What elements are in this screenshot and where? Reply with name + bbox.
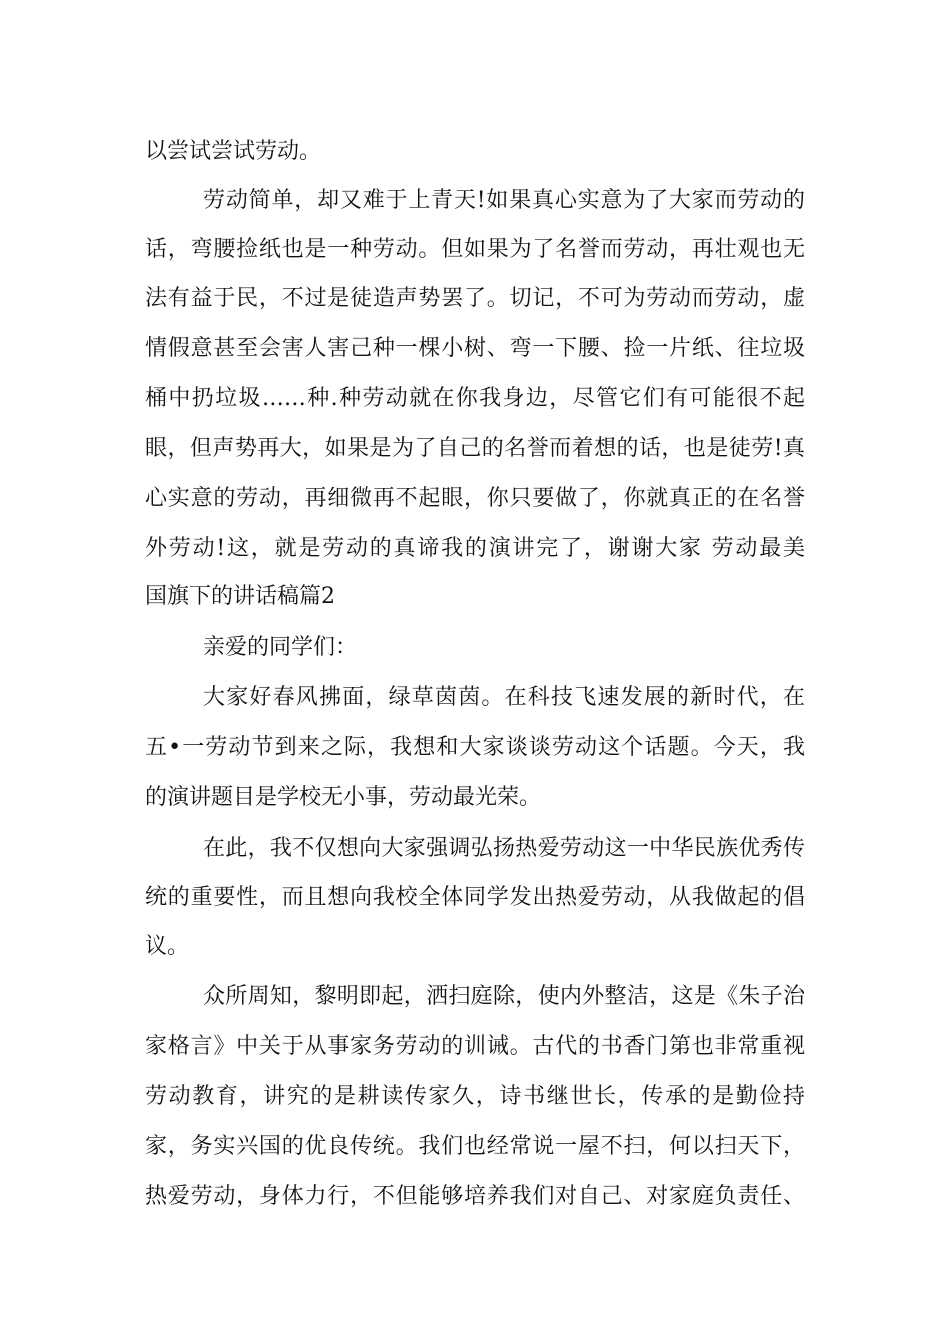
- text-line: 法有益于民，不过是徒造声势罢了。切记，不可为劳动而劳动，虚: [145, 286, 805, 311]
- text-line: 家格言》中关于从事家务劳动的训诫。古代的书香门第也非常重视: [145, 1034, 805, 1059]
- text-line: 劳动简单，却又难于上青天!如果真心实意为了大家而劳动的: [203, 188, 805, 213]
- text-line: 国旗下的讲话稿篇2: [145, 584, 335, 609]
- text-line: 议。: [145, 934, 190, 959]
- text-line: 桶中扔垃圾……种.种劳动就在你我身边，尽管它们有可能很不起: [145, 386, 805, 411]
- text-line: 亲爱的同学们：: [203, 635, 358, 660]
- text-line: 五•一劳动节到来之际，我想和大家谈谈劳动这个话题。今天，我: [145, 735, 805, 760]
- text-line: 心实意的劳动，再细微再不起眼，你只要做了，你就真正的在名誉: [145, 486, 805, 511]
- text-line: 家，务实兴国的优良传统。我们也经常说一屋不扫，何以扫天下，: [145, 1134, 805, 1159]
- text-line: 热爱劳动，身体力行，不但能够培养我们对自己、对家庭负责任、: [145, 1184, 805, 1209]
- text-line: 的演讲题目是学校无小事，劳动最光荣。: [145, 785, 542, 810]
- text-line: 话，弯腰捡纸也是一种劳动。但如果为了名誉而劳动，再壮观也无: [145, 237, 805, 262]
- text-line: 在此，我不仅想向大家强调弘扬热爱劳动这一中华民族优秀传: [203, 836, 805, 861]
- text-line: 以尝试尝试劳动。: [145, 139, 322, 164]
- text-line: 统的重要性，而且想向我校全体同学发出热爱劳动，从我做起的倡: [145, 885, 805, 910]
- text-line: 外劳动!这，就是劳动的真谛我的演讲完了，谢谢大家 劳动最美: [145, 536, 805, 561]
- text-line: 众所周知，黎明即起，洒扫庭除，使内外整洁，这是《朱子治: [203, 984, 805, 1009]
- text-line: 情假意甚至会害人害己种一棵小树、弯一下腰、捡一片纸、往垃圾: [145, 336, 805, 361]
- text-line: 眼，但声势再大，如果是为了自己的名誉而着想的话，也是徒劳!真: [145, 436, 805, 461]
- text-line: 劳动教育，讲究的是耕读传家久，诗书继世长，传承的是勤俭持: [145, 1084, 805, 1109]
- text-line: 大家好春风拂面，绿草茵茵。在科技飞速发展的新时代，在: [203, 685, 805, 710]
